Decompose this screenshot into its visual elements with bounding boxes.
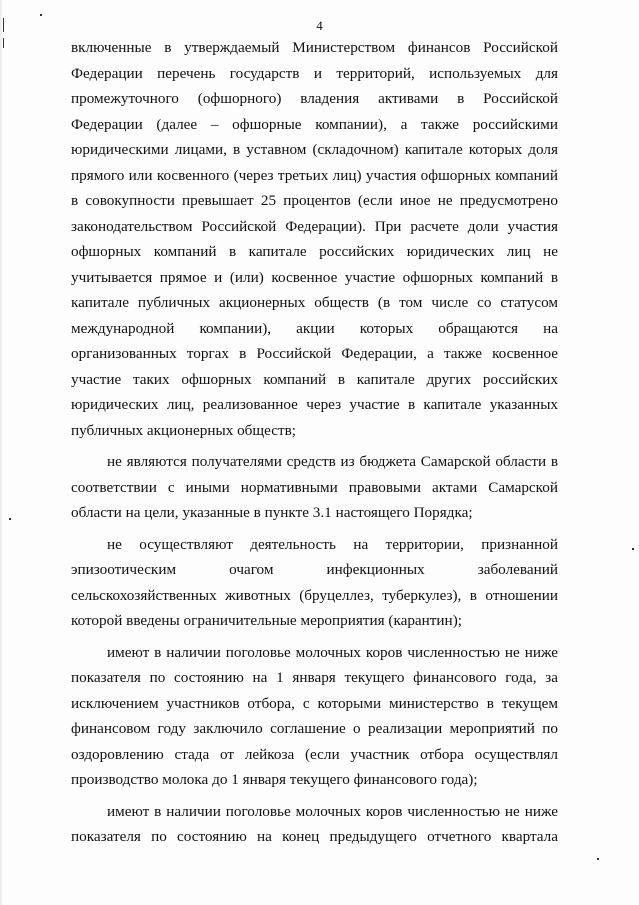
paragraph: имеют в наличии поголовье молочных коров численностью не ниже показателя по состоянию на конец предыдущего отчетного квартала [71,802,558,845]
scan-mark [632,548,634,550]
scan-mark [9,518,11,520]
paragraph: не осуществляют деятельность на территории, признанной эпизоотическим очагом инфекционных заболеваний сельскохозяйственных животных (бруцеллез, туберкулез), в отношении которой введены ограничительные мероприятия (карантин); [71,535,558,629]
scan-mark [597,858,599,860]
scan-edge [0,0,3,905]
paragraph: имеют в наличии поголовье молочных коров численностью не ниже показателя по состоянию на 1 января текущего финансового года, за исключением участников отбора, с которыми министерство в текущем финансовом году заключило соглашение о реализации мероприятий по оздоровлению стада от лейкоза (если участник отбора осуществлял производство молока до 1 января текущего финансового года); [71,643,558,788]
scan-mark [40,14,42,16]
paragraph: включенные в утверждаемый Министерством финансов Российской Федерации перечень государств и территорий, используемых для промежуточного (офшорного) владения активами в Российской Федерации (далее – офшорные компании), а также российскими юридическими лицами, в уставном (складочном) капитале которых доля прямого или косвенного (через третьих лиц) участия офшорных компаний в совокупности превышает 25 процентов (если иное не предусмотрено законодательством Российской Федерации). При расчете доли участия офшорных компаний в капитале российских юридических лиц не учитывается прямое и (или) косвенное участие офшорных компаний в капитале публичных акционерных обществ (в том числе со статусом международной компании), акции которых обращаются на организованных торгах в Российской Федерации, а также косвенное участие таких офшорных компаний в капитале других российских юридических лиц, реализованное через участие в капитале указанных публичных акционерных обществ; [71,39,558,439]
body-text [71,35,558,850]
scan-mark [3,38,4,48]
page-number: 4 [316,18,323,33]
paragraph: не являются получателями средств из бюджета Самарской области в соответствии с иными нормативными правовыми актами Самарской области на цели, указанные в пункте 3.1 настоящего Порядка; [71,453,558,521]
